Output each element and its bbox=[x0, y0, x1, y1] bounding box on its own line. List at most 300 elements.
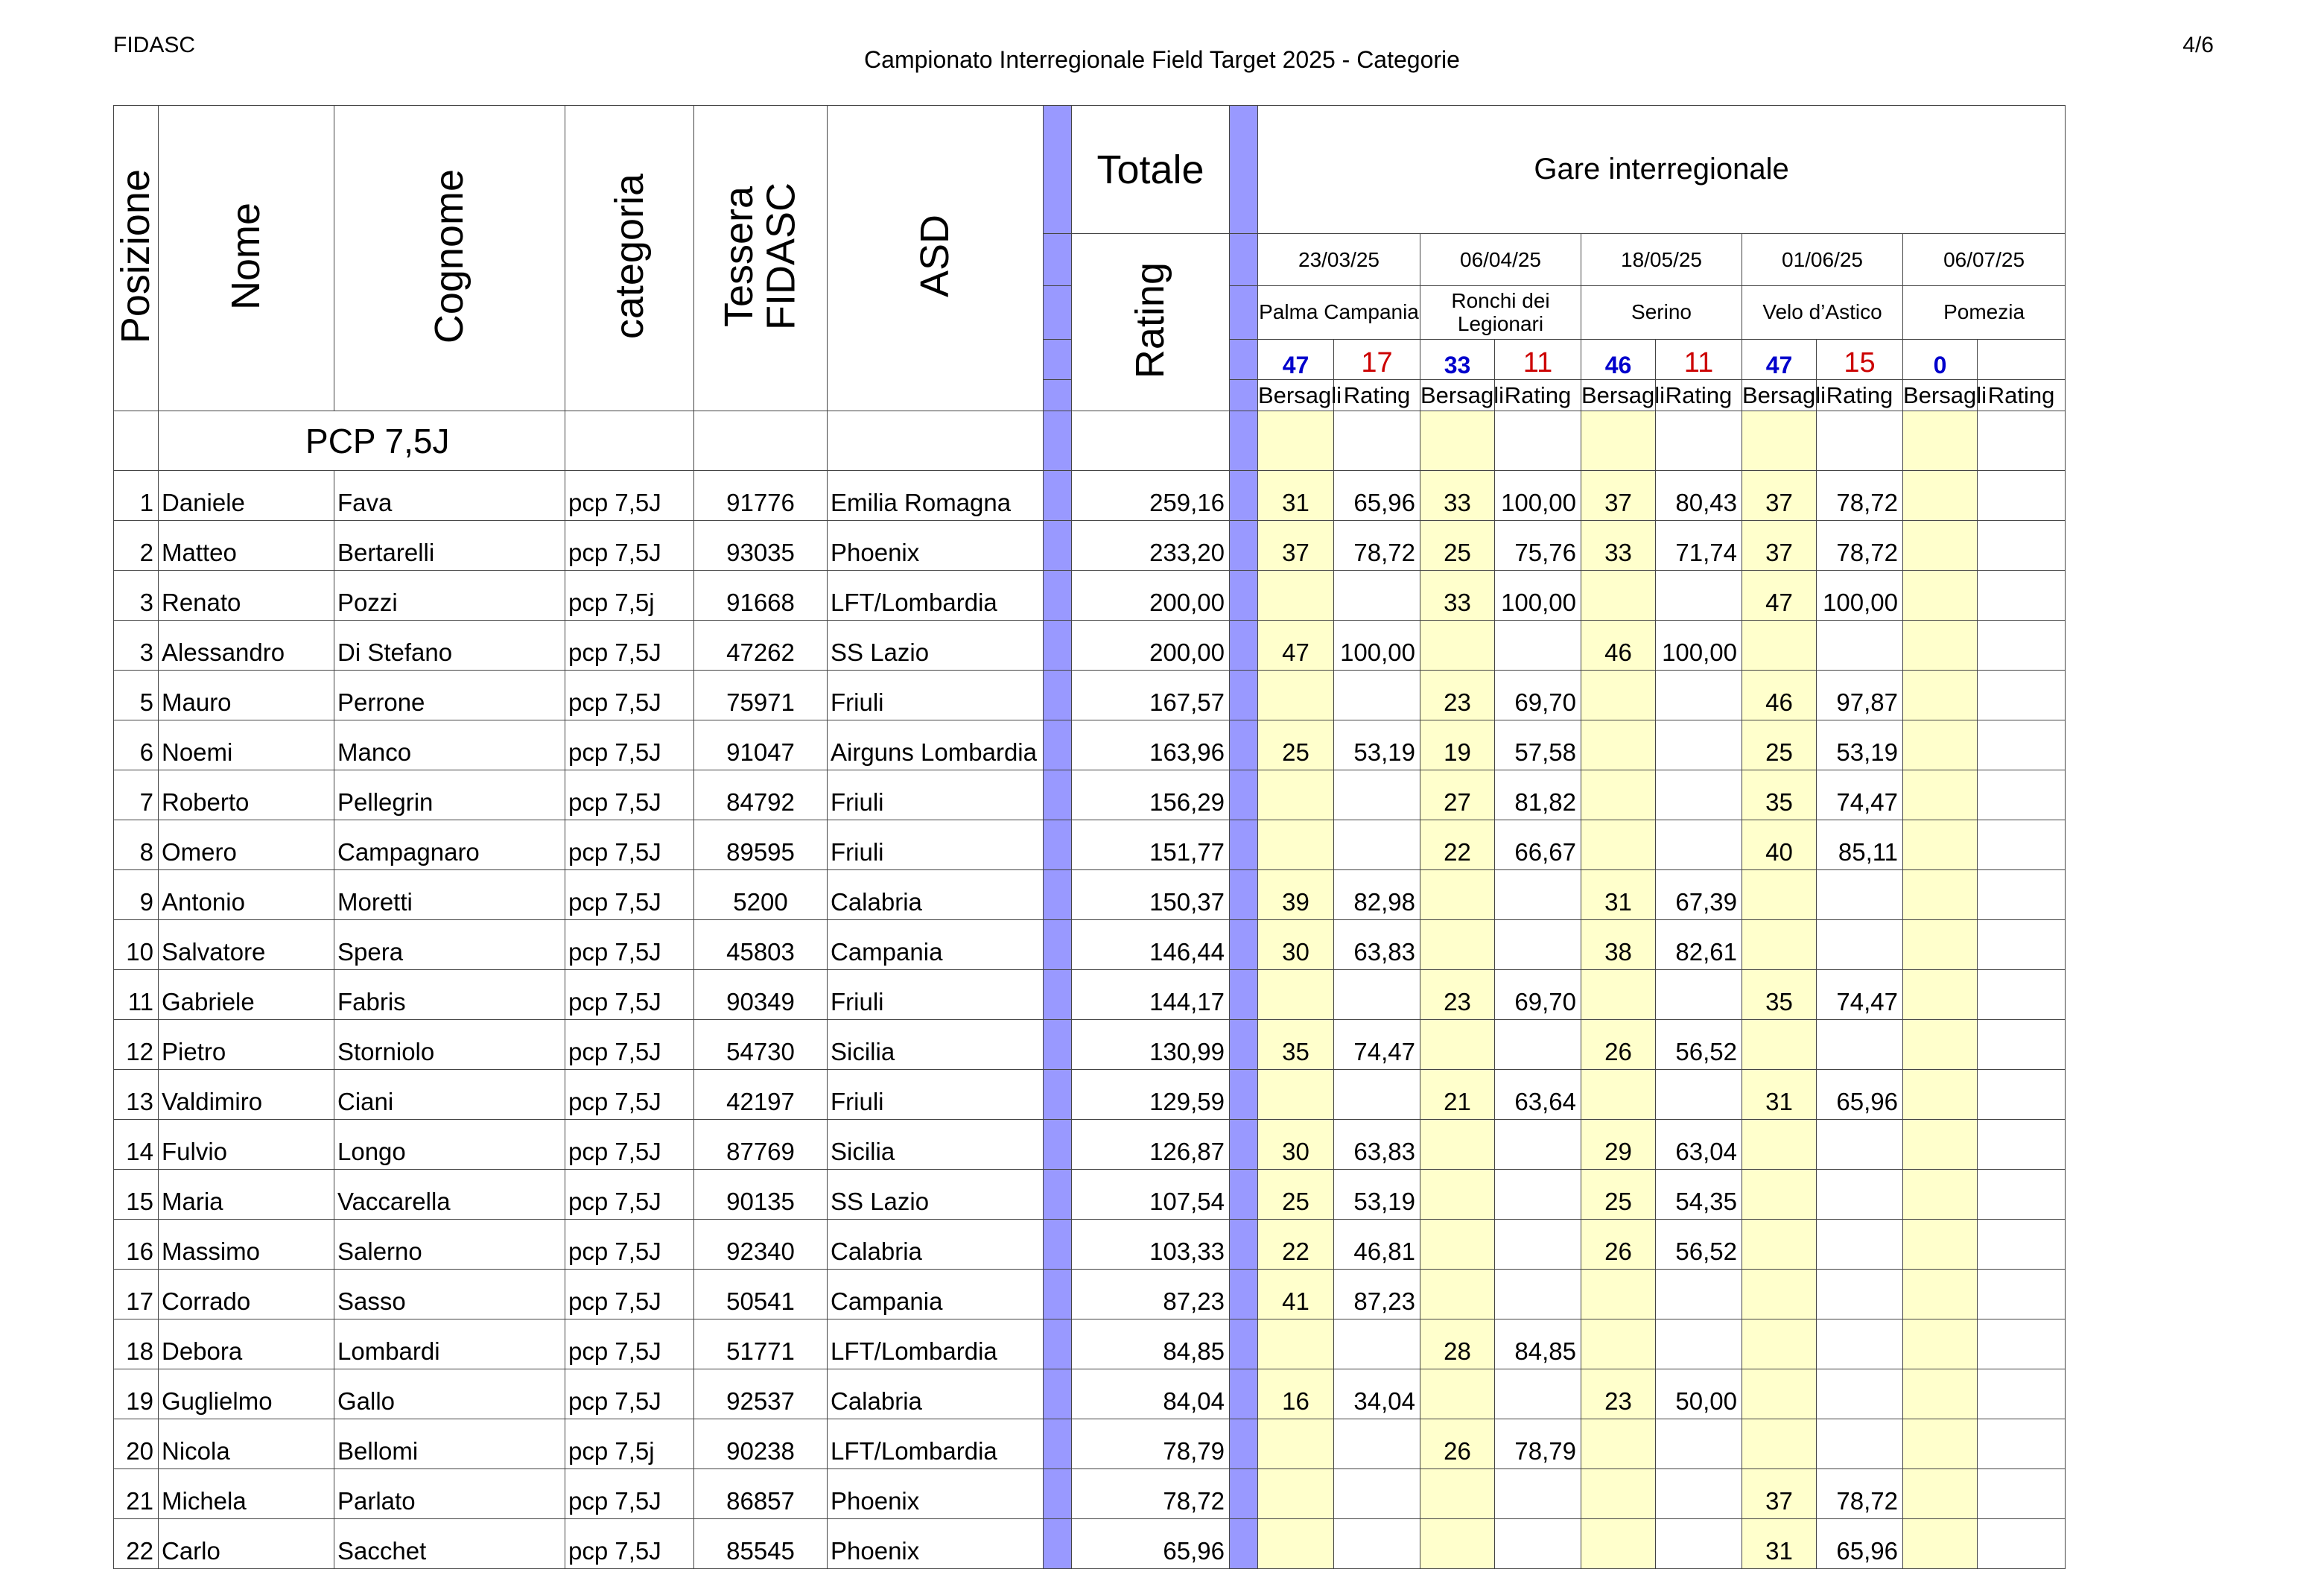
table-row bbox=[114, 1369, 2066, 1419]
bersagli-cell bbox=[1420, 1270, 1495, 1319]
separator-bar bbox=[1230, 1469, 1258, 1519]
bersagli-cell: 19 bbox=[1420, 720, 1495, 770]
separator-bar bbox=[1044, 870, 1072, 920]
first-name-cell: Mauro bbox=[159, 671, 334, 720]
position-cell: 8 bbox=[114, 820, 159, 870]
event-rating-count: 17 bbox=[1334, 340, 1420, 380]
rating-cell: 53,19 bbox=[1334, 720, 1420, 770]
separator-bar bbox=[1230, 770, 1258, 820]
bersagli-cell: 39 bbox=[1258, 870, 1334, 920]
bersagli-cell: 37 bbox=[1742, 471, 1817, 521]
rating-cell: 74,47 bbox=[1817, 770, 1903, 820]
bersagli-cell: 31 bbox=[1258, 471, 1334, 521]
rating-cell: 53,19 bbox=[1334, 1170, 1420, 1220]
total-rating-cell: 200,00 bbox=[1072, 571, 1230, 621]
category-cell: pcp 7,5J bbox=[565, 720, 694, 770]
bersagli-cell bbox=[1581, 720, 1656, 770]
event-bersagli-count: 46 bbox=[1581, 340, 1656, 380]
rating-cell bbox=[1978, 920, 2066, 970]
category-cell: pcp 7,5J bbox=[565, 1070, 694, 1120]
tessera-cell: 47262 bbox=[694, 621, 828, 671]
header-asd: ASD bbox=[828, 106, 1044, 411]
category-cell: pcp 7,5J bbox=[565, 1319, 694, 1369]
rating-cell: 84,85 bbox=[1495, 1319, 1581, 1369]
bersagli-cell bbox=[1903, 1270, 1978, 1319]
tessera-cell: 45803 bbox=[694, 920, 828, 970]
bersagli-cell: 23 bbox=[1420, 970, 1495, 1020]
bersagli-cell bbox=[1581, 1469, 1656, 1519]
rating-cell bbox=[1978, 1519, 2066, 1569]
tessera-cell: 84792 bbox=[694, 770, 828, 820]
separator-bar bbox=[1230, 1519, 1258, 1569]
table-row bbox=[114, 521, 2066, 571]
bersagli-cell bbox=[1581, 970, 1656, 1020]
rating-cell bbox=[1656, 1319, 1742, 1369]
tessera-cell: 75971 bbox=[694, 671, 828, 720]
position-cell: 11 bbox=[114, 970, 159, 1020]
total-rating-cell: 130,99 bbox=[1072, 1020, 1230, 1070]
sub-header-bersagli: Bersagli bbox=[1420, 380, 1495, 411]
category-cell: pcp 7,5J bbox=[565, 521, 694, 571]
bersagli-cell bbox=[1581, 770, 1656, 820]
bersagli-cell: 22 bbox=[1258, 1220, 1334, 1270]
rating-cell: 100,00 bbox=[1495, 471, 1581, 521]
bersagli-cell bbox=[1420, 621, 1495, 671]
event-rating-count: 11 bbox=[1656, 340, 1742, 380]
separator-bar bbox=[1044, 1369, 1072, 1419]
bersagli-cell: 35 bbox=[1742, 770, 1817, 820]
tessera-cell: 90135 bbox=[694, 1170, 828, 1220]
asd-cell: Friuli bbox=[828, 770, 1044, 820]
position-cell: 6 bbox=[114, 720, 159, 770]
bersagli-cell bbox=[1258, 820, 1334, 870]
position-cell: 5 bbox=[114, 671, 159, 720]
position-cell: 16 bbox=[114, 1220, 159, 1270]
separator-bar bbox=[1230, 1419, 1258, 1469]
bersagli-cell bbox=[1903, 471, 1978, 521]
last-name-cell: Pozzi bbox=[334, 571, 565, 621]
bersagli-cell: 29 bbox=[1581, 1120, 1656, 1170]
rating-cell bbox=[1334, 1469, 1420, 1519]
total-rating-cell: 65,96 bbox=[1072, 1519, 1230, 1569]
rating-cell: 82,98 bbox=[1334, 870, 1420, 920]
rating-cell: 63,64 bbox=[1495, 1070, 1581, 1120]
rating-cell bbox=[1817, 870, 1903, 920]
separator-bar bbox=[1044, 286, 1072, 340]
sub-header-bersagli: Bersagli bbox=[1903, 380, 1978, 411]
tessera-cell: 85545 bbox=[694, 1519, 828, 1569]
bersagli-cell bbox=[1903, 770, 1978, 820]
bersagli-cell bbox=[1581, 1319, 1656, 1369]
asd-cell: SS Lazio bbox=[828, 621, 1044, 671]
rating-cell bbox=[1817, 1170, 1903, 1220]
rating-cell bbox=[1978, 671, 2066, 720]
bersagli-cell bbox=[1742, 1419, 1817, 1469]
rating-cell bbox=[1656, 1519, 1742, 1569]
bersagli-cell bbox=[1420, 1469, 1495, 1519]
bersagli-cell bbox=[1258, 970, 1334, 1020]
bersagli-cell: 22 bbox=[1420, 820, 1495, 870]
category-cell: pcp 7,5J bbox=[565, 1469, 694, 1519]
table-row bbox=[114, 720, 2066, 770]
rating-cell: 63,83 bbox=[1334, 920, 1420, 970]
rating-cell: 80,43 bbox=[1656, 471, 1742, 521]
bersagli-cell bbox=[1258, 1519, 1334, 1569]
bersagli-cell: 25 bbox=[1581, 1170, 1656, 1220]
asd-cell: Phoenix bbox=[828, 1469, 1044, 1519]
rating-cell bbox=[1817, 1270, 1903, 1319]
bersagli-cell bbox=[1903, 920, 1978, 970]
first-name-cell: Daniele bbox=[159, 471, 334, 521]
tessera-cell: 91047 bbox=[694, 720, 828, 770]
rating-cell bbox=[1978, 1319, 2066, 1369]
bersagli-cell bbox=[1742, 1220, 1817, 1270]
last-name-cell: Fabris bbox=[334, 970, 565, 1020]
table-row bbox=[114, 1319, 2066, 1369]
rating-cell bbox=[1656, 1070, 1742, 1120]
bersagli-cell bbox=[1420, 1519, 1495, 1569]
event-bersagli-count: 33 bbox=[1420, 340, 1495, 380]
table-row bbox=[114, 870, 2066, 920]
rating-cell: 65,96 bbox=[1817, 1070, 1903, 1120]
position-cell: 7 bbox=[114, 770, 159, 820]
bersagli-cell bbox=[1903, 1519, 1978, 1569]
asd-cell: Friuli bbox=[828, 671, 1044, 720]
table-row bbox=[114, 1469, 2066, 1519]
total-rating-cell: 144,17 bbox=[1072, 970, 1230, 1020]
rating-cell: 78,72 bbox=[1817, 1469, 1903, 1519]
bersagli-cell bbox=[1420, 1369, 1495, 1419]
separator-bar bbox=[1230, 471, 1258, 521]
tessera-cell: 51771 bbox=[694, 1319, 828, 1369]
category-cell: pcp 7,5j bbox=[565, 1419, 694, 1469]
bersagli-cell bbox=[1742, 870, 1817, 920]
separator-bar bbox=[1230, 1170, 1258, 1220]
table-row bbox=[114, 1120, 2066, 1170]
rating-cell bbox=[1817, 1419, 1903, 1469]
total-rating-cell: 146,44 bbox=[1072, 920, 1230, 970]
bersagli-cell: 38 bbox=[1581, 920, 1656, 970]
bersagli-cell bbox=[1903, 720, 1978, 770]
rating-cell bbox=[1978, 1369, 2066, 1419]
rating-cell: 78,72 bbox=[1817, 521, 1903, 571]
bersagli-cell: 23 bbox=[1420, 671, 1495, 720]
bersagli-cell: 21 bbox=[1420, 1070, 1495, 1120]
bersagli-cell: 33 bbox=[1420, 471, 1495, 521]
separator-bar bbox=[1044, 1270, 1072, 1319]
event-place: Pomezia bbox=[1903, 286, 2066, 340]
rating-cell bbox=[1817, 1319, 1903, 1369]
separator-bar bbox=[1044, 1220, 1072, 1270]
rating-cell bbox=[1334, 1319, 1420, 1369]
asd-cell: LFT/Lombardia bbox=[828, 1319, 1044, 1369]
separator-bar bbox=[1044, 1120, 1072, 1170]
bersagli-cell: 26 bbox=[1581, 1020, 1656, 1070]
bersagli-cell: 25 bbox=[1258, 1170, 1334, 1220]
rating-cell: 85,11 bbox=[1817, 820, 1903, 870]
table-row bbox=[114, 1070, 2066, 1120]
position-cell: 2 bbox=[114, 521, 159, 571]
category-cell: pcp 7,5J bbox=[565, 671, 694, 720]
rating-cell: 56,52 bbox=[1656, 1020, 1742, 1070]
separator-bar bbox=[1230, 1270, 1258, 1319]
rating-cell bbox=[1978, 820, 2066, 870]
rating-cell bbox=[1495, 1469, 1581, 1519]
rating-cell bbox=[1495, 920, 1581, 970]
last-name-cell: Lombardi bbox=[334, 1319, 565, 1369]
rating-cell bbox=[1334, 1419, 1420, 1469]
sub-header-rating: Rating bbox=[1495, 380, 1581, 411]
separator-bar bbox=[1044, 411, 1072, 471]
bersagli-cell bbox=[1903, 1319, 1978, 1369]
position-cell: 12 bbox=[114, 1020, 159, 1070]
rating-cell bbox=[1817, 1220, 1903, 1270]
bersagli-cell: 31 bbox=[1742, 1519, 1817, 1569]
bersagli-cell bbox=[1420, 870, 1495, 920]
bersagli-cell bbox=[1903, 1220, 1978, 1270]
separator-bar bbox=[1044, 1020, 1072, 1070]
total-rating-cell: 151,77 bbox=[1072, 820, 1230, 870]
bersagli-cell bbox=[1581, 571, 1656, 621]
bersagli-cell bbox=[1742, 621, 1817, 671]
last-name-cell: Bertarelli bbox=[334, 521, 565, 571]
rating-cell: 78,72 bbox=[1334, 521, 1420, 571]
tessera-cell: 90238 bbox=[694, 1419, 828, 1469]
bersagli-cell: 30 bbox=[1258, 920, 1334, 970]
table-row bbox=[114, 471, 2066, 521]
rating-cell: 100,00 bbox=[1817, 571, 1903, 621]
table-row bbox=[114, 621, 2066, 671]
bersagli-cell bbox=[1742, 920, 1817, 970]
rating-cell: 53,19 bbox=[1817, 720, 1903, 770]
last-name-cell: Sasso bbox=[334, 1270, 565, 1319]
asd-cell: Friuli bbox=[828, 970, 1044, 1020]
first-name-cell: Nicola bbox=[159, 1419, 334, 1469]
bersagli-cell bbox=[1581, 1270, 1656, 1319]
rating-cell bbox=[1978, 621, 2066, 671]
first-name-cell: Corrado bbox=[159, 1270, 334, 1319]
sub-header-rating: Rating bbox=[1656, 380, 1742, 411]
bersagli-cell: 31 bbox=[1581, 870, 1656, 920]
sub-header-bersagli: Bersagli bbox=[1742, 380, 1817, 411]
tessera-cell: 93035 bbox=[694, 521, 828, 571]
bersagli-cell bbox=[1742, 1020, 1817, 1070]
last-name-cell: Longo bbox=[334, 1120, 565, 1170]
page-title: Campionato Interregionale Field Target 2025 - Categorie bbox=[864, 46, 1460, 73]
bersagli-cell: 30 bbox=[1258, 1120, 1334, 1170]
rating-cell bbox=[1978, 1170, 2066, 1220]
last-name-cell: Di Stefano bbox=[334, 621, 565, 671]
position-cell: 15 bbox=[114, 1170, 159, 1220]
separator-bar bbox=[1044, 340, 1072, 380]
separator-bar bbox=[1044, 920, 1072, 970]
total-rating-cell: 156,29 bbox=[1072, 770, 1230, 820]
separator-bar bbox=[1230, 1070, 1258, 1120]
category-cell: pcp 7,5J bbox=[565, 621, 694, 671]
rating-cell bbox=[1334, 820, 1420, 870]
rating-cell bbox=[1656, 1419, 1742, 1469]
table-row bbox=[114, 1419, 2066, 1469]
first-name-cell: Roberto bbox=[159, 770, 334, 820]
asd-cell: LFT/Lombardia bbox=[828, 1419, 1044, 1469]
total-rating-cell: 259,16 bbox=[1072, 471, 1230, 521]
separator-bar bbox=[1230, 920, 1258, 970]
table-row bbox=[114, 1170, 2066, 1220]
position-cell: 3 bbox=[114, 621, 159, 671]
separator-bar bbox=[1230, 1220, 1258, 1270]
bersagli-cell bbox=[1742, 1369, 1817, 1419]
event-bersagli-count: 0 bbox=[1903, 340, 1978, 380]
rating-cell: 46,81 bbox=[1334, 1220, 1420, 1270]
position-cell: 9 bbox=[114, 870, 159, 920]
total-rating-cell: 163,96 bbox=[1072, 720, 1230, 770]
last-name-cell: Ciani bbox=[334, 1070, 565, 1120]
ranking-table bbox=[113, 105, 2066, 1569]
bersagli-cell: 47 bbox=[1742, 571, 1817, 621]
event-date: 06/04/25 bbox=[1420, 234, 1581, 286]
separator-bar bbox=[1044, 1070, 1072, 1120]
rating-cell bbox=[1656, 970, 1742, 1020]
header-cognome: Cognome bbox=[334, 106, 565, 411]
table-row bbox=[114, 1020, 2066, 1070]
asd-cell: Sicilia bbox=[828, 1120, 1044, 1170]
separator-bar bbox=[1230, 411, 1258, 471]
bersagli-cell bbox=[1742, 1120, 1817, 1170]
rating-cell bbox=[1495, 1170, 1581, 1220]
rating-cell bbox=[1817, 1120, 1903, 1170]
last-name-cell: Spera bbox=[334, 920, 565, 970]
table-row bbox=[114, 1270, 2066, 1319]
first-name-cell: Fulvio bbox=[159, 1120, 334, 1170]
bersagli-cell: 35 bbox=[1258, 1020, 1334, 1070]
event-rating-count: 11 bbox=[1495, 340, 1581, 380]
bersagli-cell: 37 bbox=[1258, 521, 1334, 571]
first-name-cell: Antonio bbox=[159, 870, 334, 920]
header-nome: Nome bbox=[159, 106, 334, 411]
first-name-cell: Gabriele bbox=[159, 970, 334, 1020]
rating-cell bbox=[1817, 1020, 1903, 1070]
event-date: 06/07/25 bbox=[1903, 234, 2066, 286]
bersagli-cell: 25 bbox=[1258, 720, 1334, 770]
rating-cell: 74,47 bbox=[1817, 970, 1903, 1020]
bersagli-cell bbox=[1420, 920, 1495, 970]
asd-cell: Campania bbox=[828, 920, 1044, 970]
bersagli-cell bbox=[1258, 1419, 1334, 1469]
rating-cell: 63,04 bbox=[1656, 1120, 1742, 1170]
category-cell: pcp 7,5J bbox=[565, 920, 694, 970]
first-name-cell: Guglielmo bbox=[159, 1369, 334, 1419]
rating-cell: 56,52 bbox=[1656, 1220, 1742, 1270]
bersagli-cell: 40 bbox=[1742, 820, 1817, 870]
category-cell: pcp 7,5J bbox=[565, 1170, 694, 1220]
bersagli-cell: 46 bbox=[1742, 671, 1817, 720]
rating-cell: 69,70 bbox=[1495, 970, 1581, 1020]
header-posizione: Posizione bbox=[114, 106, 159, 411]
rating-cell bbox=[1817, 1369, 1903, 1419]
event-bersagli-count: 47 bbox=[1258, 340, 1334, 380]
category-cell: pcp 7,5J bbox=[565, 1519, 694, 1569]
category-label: PCP 7,5J bbox=[159, 411, 565, 471]
rating-cell bbox=[1334, 970, 1420, 1020]
bersagli-cell bbox=[1903, 970, 1978, 1020]
separator-bar bbox=[1230, 234, 1258, 286]
rating-cell bbox=[1656, 770, 1742, 820]
rating-cell: 65,96 bbox=[1817, 1519, 1903, 1569]
separator-bar bbox=[1044, 521, 1072, 571]
bersagli-cell: 26 bbox=[1581, 1220, 1656, 1270]
first-name-cell: Massimo bbox=[159, 1220, 334, 1270]
total-rating-cell: 126,87 bbox=[1072, 1120, 1230, 1170]
rating-cell: 97,87 bbox=[1817, 671, 1903, 720]
rating-cell bbox=[1978, 970, 2066, 1020]
header-gare: Gare interregionale bbox=[1258, 106, 2066, 234]
bersagli-cell bbox=[1258, 770, 1334, 820]
bersagli-cell: 26 bbox=[1420, 1419, 1495, 1469]
separator-bar bbox=[1044, 471, 1072, 521]
page-number: 4/6 bbox=[2182, 33, 2214, 57]
header-tessera: Tessera FIDASC bbox=[694, 106, 828, 411]
bersagli-cell bbox=[1258, 1319, 1334, 1369]
last-name-cell: Pellegrin bbox=[334, 770, 565, 820]
separator-bar bbox=[1230, 1020, 1258, 1070]
rating-cell bbox=[1978, 571, 2066, 621]
last-name-cell: Campagnaro bbox=[334, 820, 565, 870]
rating-cell: 100,00 bbox=[1495, 571, 1581, 621]
rating-cell: 75,76 bbox=[1495, 521, 1581, 571]
tessera-cell: 91776 bbox=[694, 471, 828, 521]
sub-header-rating: Rating bbox=[1978, 380, 2066, 411]
separator-bar bbox=[1230, 1319, 1258, 1369]
table-row bbox=[114, 770, 2066, 820]
first-name-cell: Alessandro bbox=[159, 621, 334, 671]
bersagli-cell bbox=[1903, 820, 1978, 870]
first-name-cell: Noemi bbox=[159, 720, 334, 770]
position-cell: 13 bbox=[114, 1070, 159, 1120]
separator-bar bbox=[1230, 720, 1258, 770]
bersagli-cell bbox=[1258, 1469, 1334, 1519]
bersagli-cell bbox=[1742, 1170, 1817, 1220]
tessera-cell: 50541 bbox=[694, 1270, 828, 1319]
total-rating-cell: 78,79 bbox=[1072, 1419, 1230, 1469]
org-name: FIDASC bbox=[113, 33, 196, 57]
total-rating-cell: 103,33 bbox=[1072, 1220, 1230, 1270]
asd-cell: Friuli bbox=[828, 820, 1044, 870]
rating-cell bbox=[1495, 870, 1581, 920]
first-name-cell: Valdimiro bbox=[159, 1070, 334, 1120]
tessera-cell: 87769 bbox=[694, 1120, 828, 1170]
bersagli-cell bbox=[1581, 1070, 1656, 1120]
first-name-cell: Debora bbox=[159, 1319, 334, 1369]
category-cell: pcp 7,5J bbox=[565, 1020, 694, 1070]
category-cell: pcp 7,5J bbox=[565, 770, 694, 820]
bersagli-cell bbox=[1420, 1220, 1495, 1270]
asd-cell: Calabria bbox=[828, 870, 1044, 920]
total-rating-cell: 200,00 bbox=[1072, 621, 1230, 671]
bersagli-cell bbox=[1581, 1419, 1656, 1469]
rating-cell bbox=[1817, 920, 1903, 970]
bersagli-cell: 37 bbox=[1742, 521, 1817, 571]
bersagli-cell bbox=[1903, 870, 1978, 920]
bersagli-cell: 25 bbox=[1742, 720, 1817, 770]
bersagli-cell bbox=[1903, 1170, 1978, 1220]
position-cell: 18 bbox=[114, 1319, 159, 1369]
bersagli-cell bbox=[1420, 1170, 1495, 1220]
rating-cell bbox=[1334, 671, 1420, 720]
table-row bbox=[114, 970, 2066, 1020]
rating-cell bbox=[1495, 621, 1581, 671]
bersagli-cell: 25 bbox=[1420, 521, 1495, 571]
bersagli-cell: 33 bbox=[1581, 521, 1656, 571]
